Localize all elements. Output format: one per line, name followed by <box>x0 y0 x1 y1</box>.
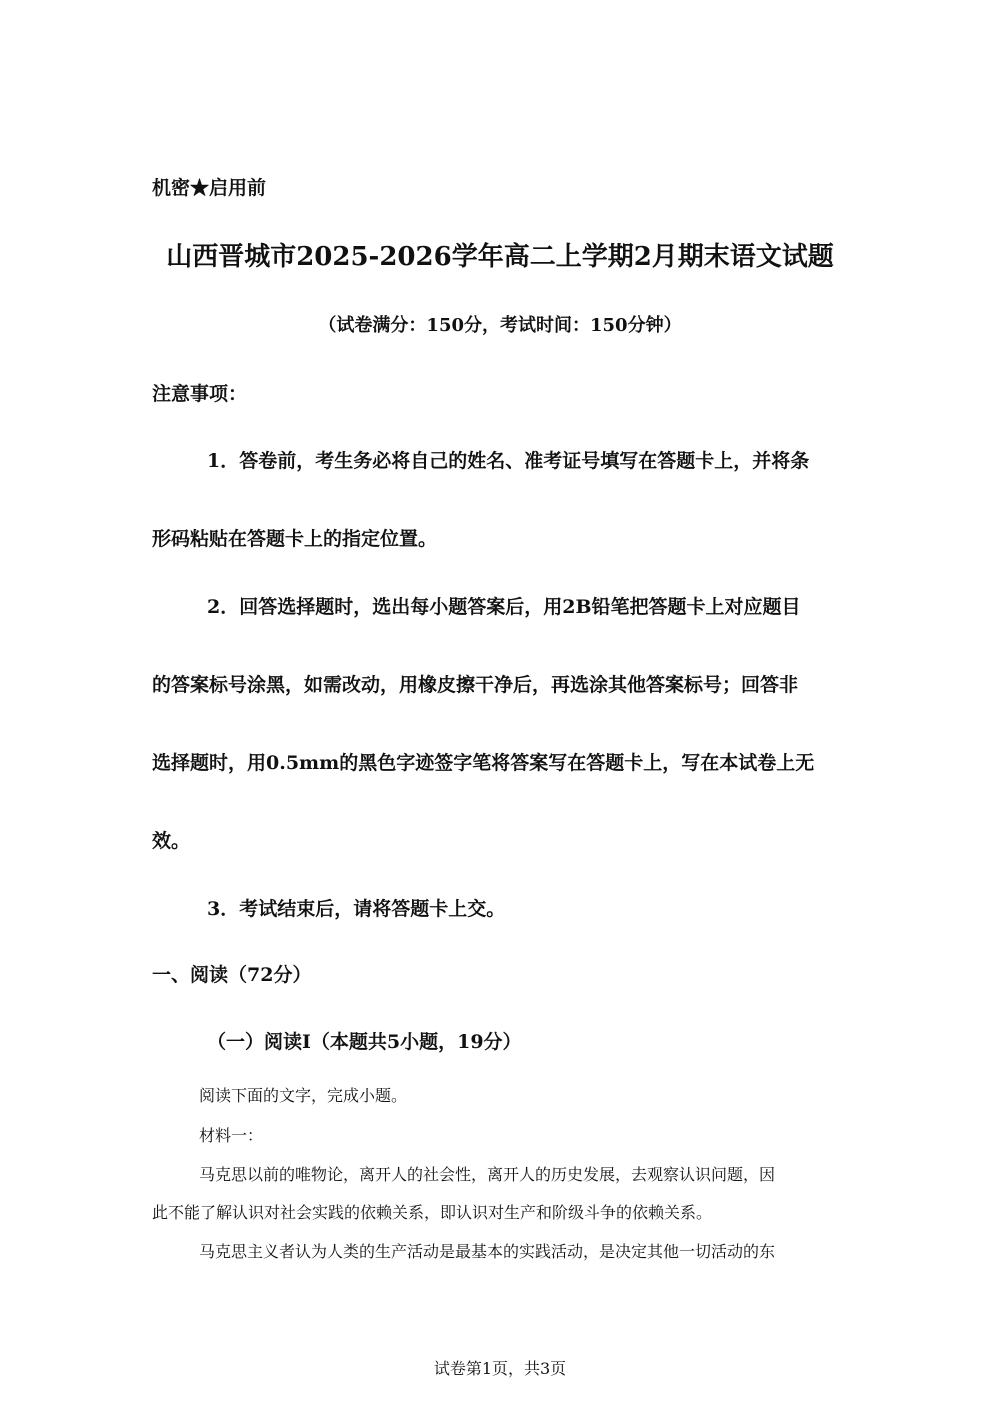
page-footer: 试卷第1页，共3页 <box>433 1359 567 1378</box>
notice-line: 的答案标号涂黑，如需改动，用橡皮擦干净后，再选涂其他答案标号；回答非 <box>152 674 799 696</box>
passage-line: 马克思主义者认为人类的生产活动是最基本的实践活动，是决定其他一切活动的东 <box>199 1242 776 1261</box>
section-heading: 一、阅读（72分） <box>152 964 312 986</box>
notice-line: 效。 <box>152 830 191 852</box>
exam-title: 山西晋城市2025-2026学年高二上学期2月期末语文试题 <box>166 242 834 272</box>
passage-line: 此不能了解认识对社会实践的依赖关系，即认识对生产和阶级斗争的依赖关系。 <box>152 1203 713 1222</box>
exam-info: （试卷满分：150分，考试时间：150分钟） <box>318 315 682 336</box>
passage-line: 马克思以前的唯物论，离开人的社会性，离开人的历史发展，去观察认识问题，因 <box>199 1165 776 1184</box>
notice-line: 2．回答选择题时，选出每小题答案后，用2B铅笔把答题卡上对应题目 <box>207 596 801 618</box>
subsection-heading: （一）阅读Ⅰ（本题共5小题，19分） <box>207 1031 522 1053</box>
notice-line: 3．考试结束后，请将答题卡上交。 <box>207 898 506 920</box>
notice-line: 选择题时，用0.5mm的黑色字迹签字笔将答案写在答题卡上，写在本试卷上无 <box>152 752 815 774</box>
notice-line: 1．答卷前，考生务必将自己的姓名、准考证号填写在答题卡上，并将条 <box>207 450 810 472</box>
confidential-label: 机密★启用前 <box>152 177 267 199</box>
passage-line: 阅读下面的文字，完成小题。 <box>199 1086 408 1105</box>
notice-line: 形码粘贴在答题卡上的指定位置。 <box>152 528 438 550</box>
passage-line: 材料一： <box>199 1126 264 1145</box>
notice-heading: 注意事项： <box>152 383 248 405</box>
